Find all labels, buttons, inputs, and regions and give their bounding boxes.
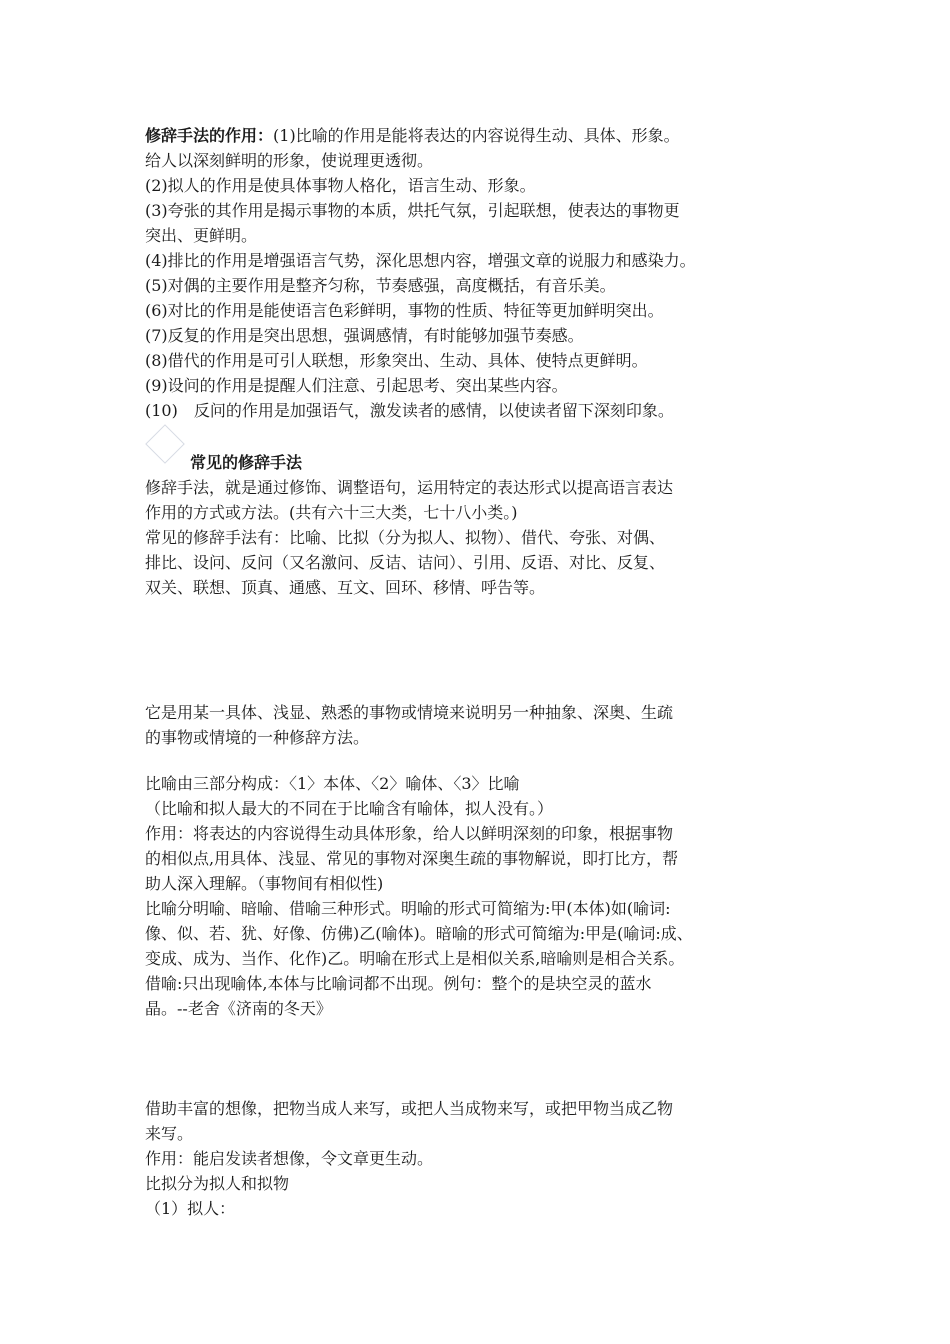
effects-line: (8)借代的作用是可引人联想，形象突出、生动、具体、使特点更鲜明。 [145, 351, 648, 370]
common-devices-line: 排比、设问、反问（又名激问、反诘、诘问）、引用、反语、对比、反复、 [145, 553, 666, 572]
effects-line: (1)比喻的作用是能将表达的内容说得生动、具体、形象。 [273, 126, 680, 145]
metaphor-line: 它是用某一具体、浅显、熟悉的事物或情境来说明另一种抽象、深奥、生疏 [145, 703, 674, 722]
personification-line: 借助丰富的想像，把物当成人来写，或把人当成物来写，或把甲物当成乙物 [145, 1099, 674, 1118]
effects-line: (6)对比的作用是能使语言色彩鲜明，事物的性质、特征等更加鲜明突出。 [145, 301, 664, 320]
common-devices-heading: 常见的修辞手法 [190, 453, 303, 472]
metaphor-line: 助人深入理解。（事物间有相似性) [145, 874, 384, 893]
effects-line: (3)夸张的其作用是揭示事物的本质，烘托气氛，引起联想，使表达的事物更 [145, 201, 680, 220]
effects-line: (5)对偶的主要作用是整齐匀称，节奏感强，高度概括，有音乐美。 [145, 276, 616, 295]
effects-line: (7)反复的作用是突出思想，强调感情，有时能够加强节奏感。 [145, 326, 584, 345]
effects-line: (2)拟人的作用是使具体事物人格化，语言生动、形象。 [145, 176, 536, 195]
metaphor-line: 比喻分明喻、暗喻、借喻三种形式。明喻的形式可简缩为:甲(本体)如(喻词: [145, 899, 671, 918]
common-devices-line: 作用的方式或方法。(共有六十三大类，七十八小类。) [145, 503, 518, 522]
personification-line: 比拟分为拟人和拟物 [145, 1174, 290, 1193]
metaphor-line: 晶。--老舍《济南的冬天》 [145, 999, 332, 1018]
personification-line: 作用：能启发读者想像，令文章更生动。 [145, 1149, 434, 1168]
metaphor-line: 的事物或情境的一种修辞方法。 [145, 728, 370, 747]
metaphor-line: 借喻:只出现喻体,本体与比喻词都不出现。例句：整个的是块空灵的蓝水 [145, 974, 652, 993]
effects-line: (4)排比的作用是增强语言气势，深化思想内容，增强文章的说服力和感染力。 [145, 251, 696, 270]
common-devices-line: 常见的修辞手法有：比喻、比拟（分为拟人、拟物）、借代、夸张、对偶、 [145, 528, 666, 547]
effects-line: 给人以深刻鲜明的形象，使说理更透彻。 [145, 151, 434, 170]
effects-line: 突出、更鲜明。 [145, 226, 258, 245]
common-devices-line: 双关、联想、顶真、通感、互文、回环、移情、呼告等。 [145, 578, 546, 597]
effects-line: (9)设问的作用是提醒人们注意、引起思考、突出某些内容。 [145, 376, 568, 395]
metaphor-line: 比喻由三部分构成：〈1〉本体、〈2〉喻体、〈3〉比喻 [145, 774, 520, 793]
metaphor-line: （比喻和拟人最大的不同在于比喻含有喻体，拟人没有。） [145, 799, 554, 818]
effects-title: 修辞手法的作用： [145, 126, 274, 145]
personification-line: （1）拟人： [145, 1199, 236, 1218]
common-devices-line: 修辞手法，就是通过修饰、调整语句，运用特定的表达形式以提高语言表达 [145, 478, 674, 497]
metaphor-line: 的相似点,用具体、浅显、常见的事物对深奥生疏的事物解说，即打比方，帮 [145, 849, 679, 868]
metaphor-line: 像、似、若、犹、好像、仿佛)乙(喻体)。暗喻的形式可简缩为:甲是(喻词:成、 [145, 924, 693, 943]
metaphor-line: 作用：将表达的内容说得生动具体形象，给人以鲜明深刻的印象，根据事物 [145, 824, 674, 843]
metaphor-line: 变成、成为、当作、化作)乙。明喻在形式上是相似关系,暗喻则是相合关系。 [145, 949, 685, 968]
personification-line: 来写。 [145, 1124, 194, 1143]
effects-line: (10) 反问的作用是加强语气，激发读者的感情，以使读者留下深刻印象。 [145, 401, 674, 420]
effects-first-line [145, 124, 680, 148]
diamond-icon [145, 424, 185, 464]
